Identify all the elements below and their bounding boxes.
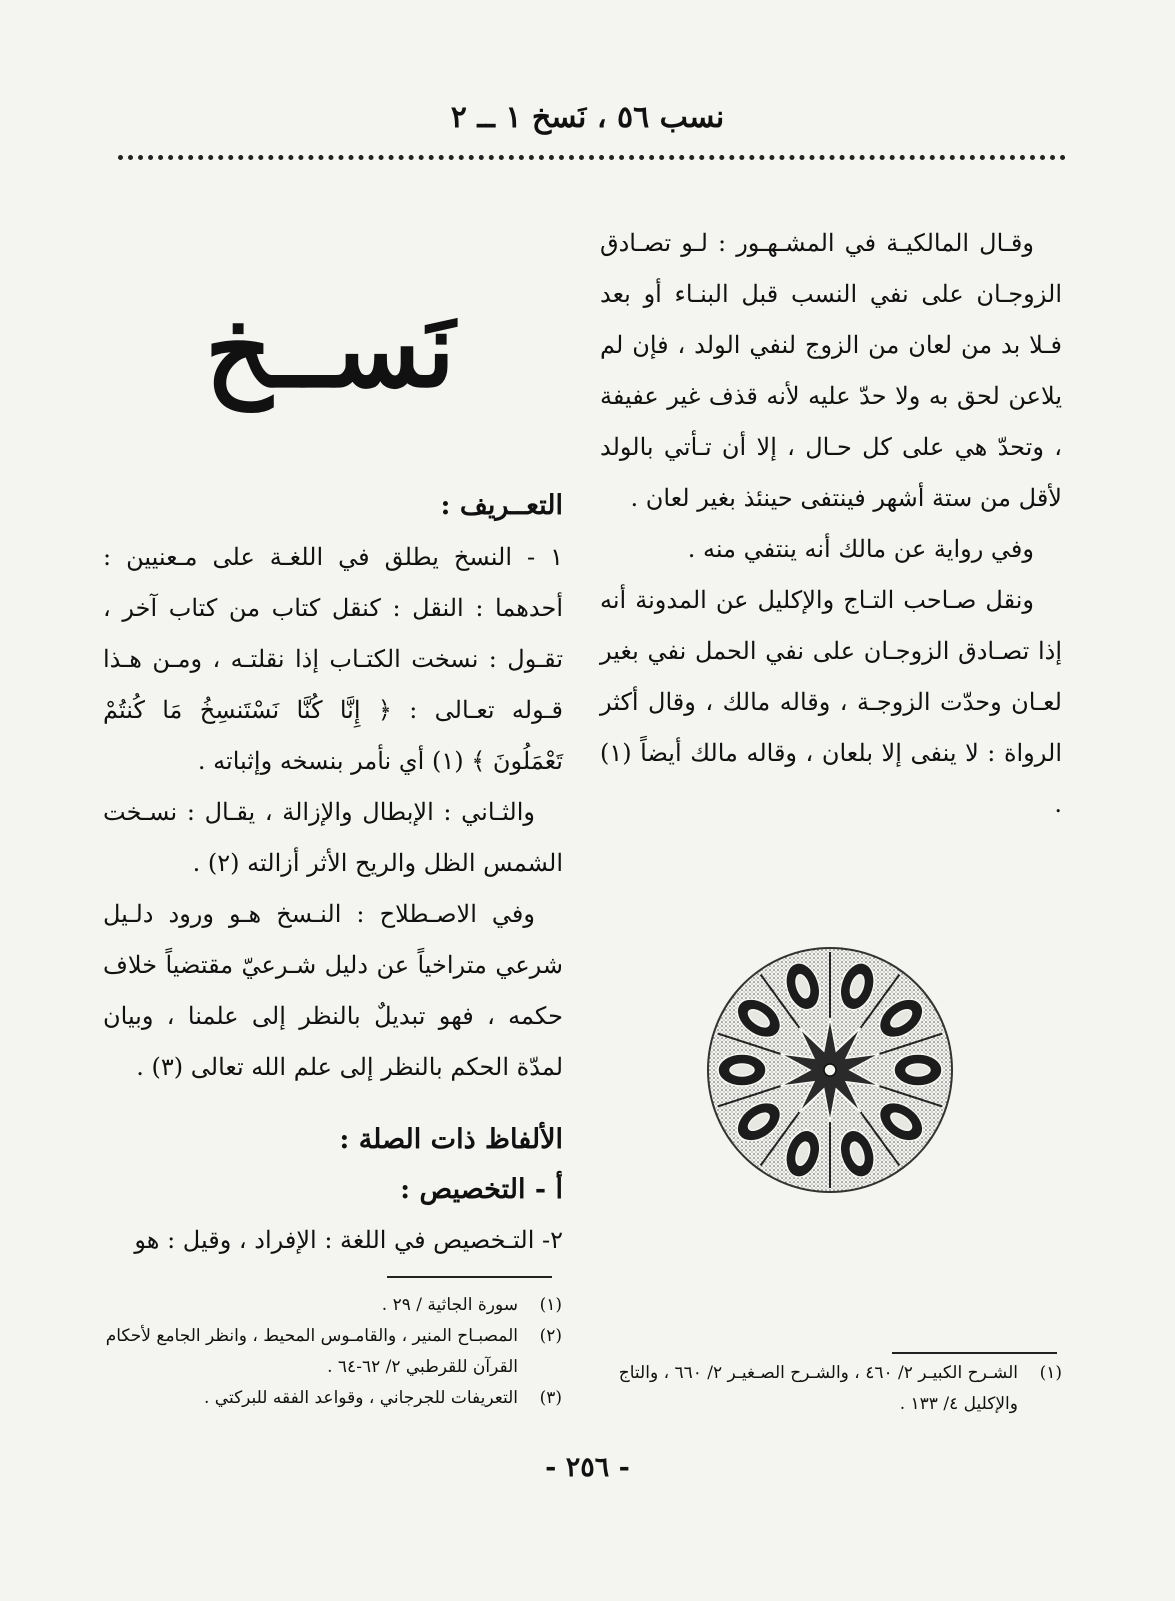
footnotes-left <box>100 1290 562 1414</box>
entry-title: نَســخ <box>205 288 455 411</box>
page-number: - ٢٥٦ - <box>545 1452 630 1483</box>
footnote-divider <box>892 1352 1057 1354</box>
dotted-divider <box>118 155 1066 160</box>
paragraph: والثـاني : الإبطال والإزالة ، يقـال : نسـخت الشمس الظل والريح الأثر أزالته (٢) . <box>103 798 563 877</box>
paragraph: وفي رواية عن مالك أنه ينتفي منه . <box>687 535 1034 563</box>
paragraph: ١ - النسخ يطلق في اللغـة على مـعنيين : أحدهما : النقل : كنقل كتاب من كتاب آخر ، تقـول : نسخت الكتـاب إذا نقلتـه ، ومـن هـذا قـوله تعـالى : ﴿ إِنَّا كُنَّا نَسْتَنسِخُ مَا كُنتُمْ تَعْمَلُونَ ﴾ (١) أي نأمر بنسخه وإثباته . <box>103 543 563 775</box>
definition-heading: التعــريف : <box>440 490 563 521</box>
paragraph: وفي الاصـطلاح : النـسخ هـو ورود دلـيل شرعي متراخياً عن دليل شـرعيّ مقتضياً خلاف حكمه ، فهو تبديلٌ بالنظر إلى علمنا ، وبيان لمدّة الحكم بالنظر إلى علم الله تعالى (٣) . <box>103 900 563 1081</box>
footnote <box>100 1290 562 1321</box>
running-header: نسب ٥٦ ، نَسخ ١ ــ ٢ <box>450 100 725 135</box>
footnote-number: (٢) <box>539 1326 562 1346</box>
right-column <box>600 218 1062 830</box>
paragraph: ونقل صـاحب التـاج والإكليل عن المدونة أنه إذا تصـادق الزوجـان على نفي الحمل نفي بغير لعـان وحدّت الزوجـة ، وقاله مالك ، وقال أكثر الرواة : لا ينفى إلا بلعان ، وقاله مالك أيضاً (١) . <box>600 586 1062 818</box>
paragraph: ٢- التـخصيص في اللغة : الإفراد ، وقيل : هو <box>134 1226 563 1254</box>
left-column <box>103 480 563 1266</box>
paragraph: وقـال المالكيـة في المشـهـور : لـو تصـادق الزوجـان على نفي النسب قبل البنـاء أو بعد فـلا بد من لعان من الزوج لنفي الولد ، فإن لم يلاعن لحق به ولا حدّ عليه لأنه قذف غير عفيفة ، وتحدّ هي على كل حـال ، إلا أن تـأتي بالولد لأقل من ستة أشهر فينتفى حينئذ بغير لعان . <box>600 229 1062 512</box>
footnote-divider <box>387 1276 552 1278</box>
footnote <box>100 1383 562 1414</box>
footnote-text: التعريفات للجرجاني ، وقواعد الفقه للبركتي . <box>203 1388 518 1408</box>
footnote-text: الشـرح الكبيـر ٢/ ٤٦٠ ، والشـرح الصـغيـر ٢/ ٦٦٠ ، والتاج والإكليل ٤/ ١٣٣ . <box>618 1363 1018 1414</box>
footnote-number: (٣) <box>539 1388 562 1408</box>
footnote-number: (١) <box>539 1295 562 1315</box>
footnote-text: المصبـاح المنير ، والقامـوس المحيط ، وانظر الجامع لأحكام القرآن للقرطبي ٢/ ٦٢-٦٤ . <box>105 1326 518 1377</box>
footnotes-right <box>600 1358 1062 1420</box>
subsection-heading: أ - التخصيص : <box>400 1174 563 1205</box>
related-terms-heading: الألفاظ ذات الصلة : <box>339 1124 563 1155</box>
footnote-number: (١) <box>1039 1363 1062 1383</box>
footnote <box>100 1321 562 1383</box>
footnote-text: سورة الجاثية / ٢٩ . <box>381 1295 518 1315</box>
rosette-ornament-icon <box>705 945 955 1195</box>
footnote <box>600 1358 1062 1420</box>
